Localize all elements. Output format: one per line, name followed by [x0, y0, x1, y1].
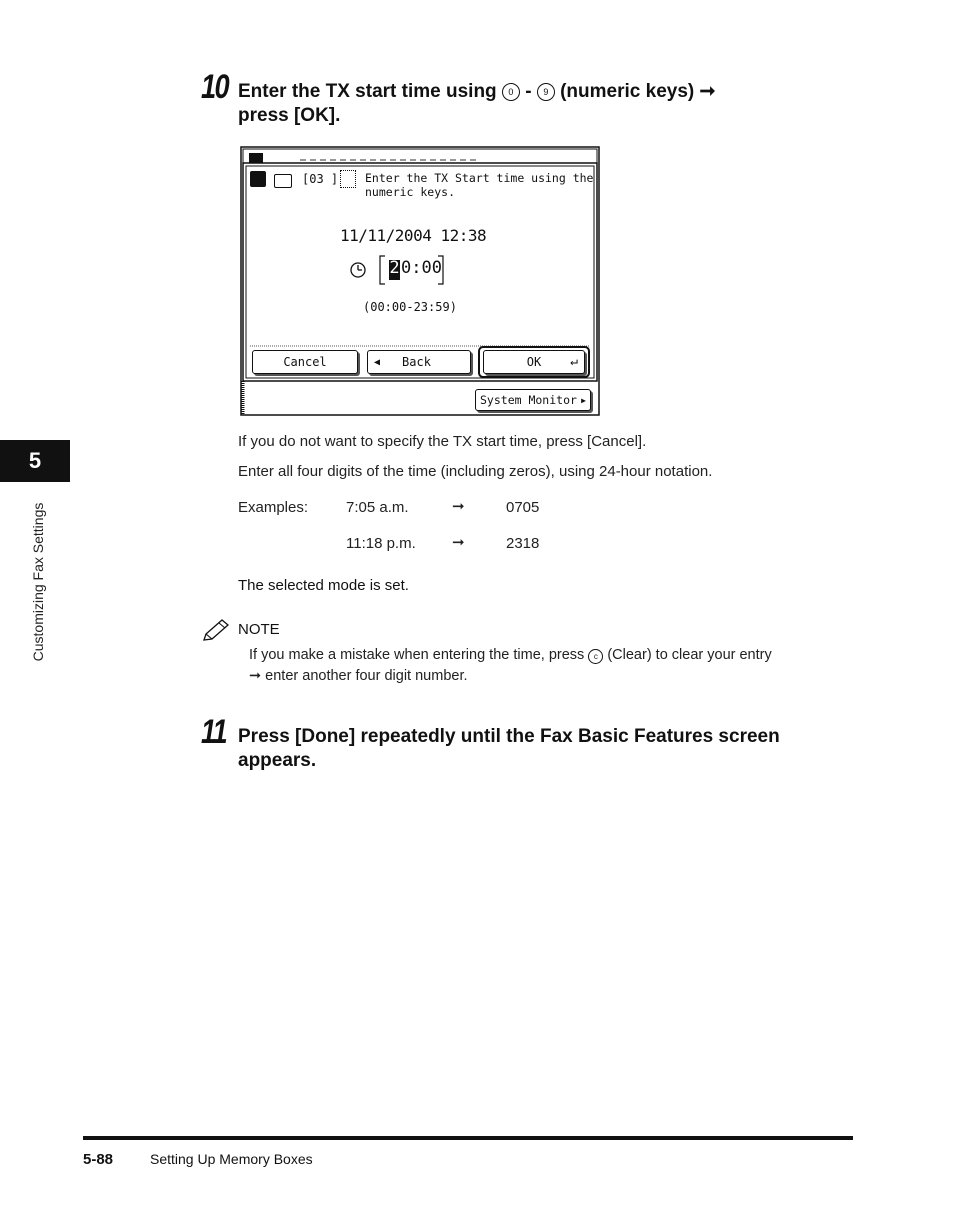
clock-icon: [350, 262, 366, 278]
pencil-note-icon: [202, 618, 232, 642]
touch-panel-screen: [240, 146, 600, 416]
system-monitor-button[interactable]: [475, 389, 591, 411]
step-instruction: [238, 725, 878, 773]
section-title: Setting Up Memory Boxes: [150, 1151, 313, 1167]
instruction-line: numeric keys.: [365, 185, 456, 199]
step-number: 10: [201, 68, 229, 106]
note-text: [249, 645, 859, 687]
step-text: appears.: [238, 750, 317, 771]
time-input-cursor[interactable]: 2: [389, 258, 400, 278]
paragraph: Enter all four digits of the time (including zeros), using 24-hour notation.: [238, 463, 713, 480]
page-number: 5-88: [83, 1151, 114, 1168]
screen-instruction: [365, 171, 593, 199]
chapter-label: Customizing Fax Settings: [30, 502, 46, 662]
step-instruction: [238, 80, 838, 128]
hand-pointer-icon: [340, 170, 356, 188]
note-text-part: ➞ enter another four digit number.: [249, 668, 468, 684]
note-text-part: If you make a mistake when entering the time, press: [249, 647, 585, 663]
fax-mode-icon: [250, 171, 266, 187]
numeric-key-9-icon: 9: [537, 83, 555, 101]
step-dash: -: [525, 81, 532, 102]
example-input: 11:18 p.m.: [346, 535, 416, 552]
footer-rule: [83, 1136, 853, 1140]
step-text: Press [Done] repeatedly until the Fax Basic Features screen: [238, 726, 780, 747]
cancel-button[interactable]: [252, 350, 358, 374]
cancel-label: Cancel: [283, 355, 327, 369]
ok-button[interactable]: [483, 350, 585, 374]
arrow-icon: ➞: [452, 534, 465, 551]
note-title: NOTE: [238, 621, 280, 638]
back-label: Back: [402, 355, 431, 369]
chapter-tab: 5: [0, 440, 70, 482]
example-output: 2318: [506, 535, 540, 552]
examples-label: Examples:: [238, 499, 309, 516]
memory-box-icon: [274, 174, 292, 188]
example-input: 7:05 a.m.: [346, 499, 409, 516]
job-number: [03 ]: [302, 172, 339, 186]
paragraph: The selected mode is set.: [238, 577, 409, 594]
clear-key-icon: c: [588, 649, 603, 664]
step-number: 11: [201, 713, 227, 751]
enter-icon: ↵: [570, 354, 578, 369]
back-arrow-icon: ◀: [374, 356, 381, 368]
numeric-key-0-icon: 0: [502, 83, 520, 101]
triangle-right-icon: ▶: [581, 396, 586, 405]
system-monitor-label: System Monitor: [480, 393, 577, 407]
example-output: 0705: [506, 499, 540, 516]
time-range-hint: (00:00-23:59): [363, 300, 457, 314]
step-text: press [OK].: [238, 105, 341, 126]
note-text-part: (Clear) to clear your entry: [607, 647, 772, 663]
back-button[interactable]: [367, 350, 471, 374]
paragraph: If you do not want to specify the TX start time, press [Cancel].: [238, 433, 647, 450]
ok-label: OK: [526, 355, 542, 369]
arrow-icon: ➞: [452, 498, 465, 515]
step-text: Enter the TX start time using: [238, 81, 497, 102]
instruction-line: Enter the TX Start time using the: [365, 171, 594, 185]
current-datetime: 11/11/2004 12:38: [340, 226, 487, 245]
time-input-value[interactable]: 0:00: [401, 258, 442, 278]
step-text: (numeric keys) ➞: [560, 81, 716, 102]
